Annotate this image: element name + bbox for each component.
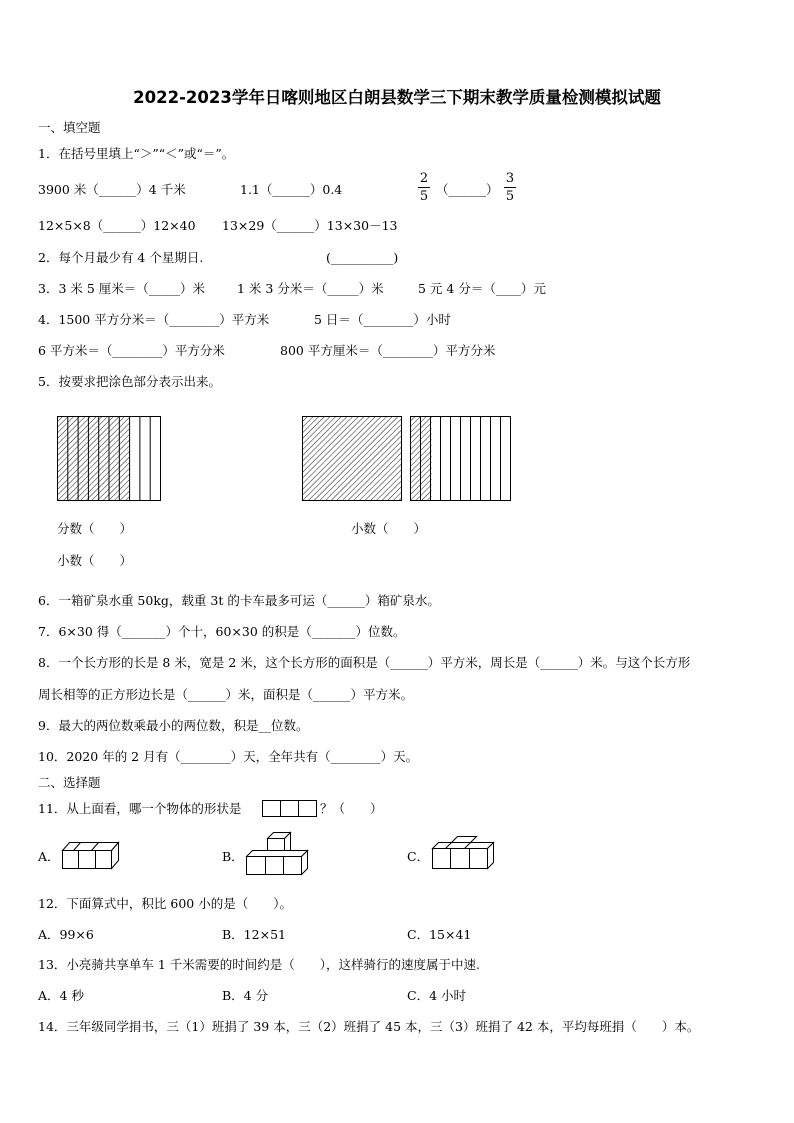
q11-stem: 11．从上面看，哪一个物体的形状是 bbox=[38, 801, 242, 816]
q5-left-decimal: 小数（ ） bbox=[57, 553, 133, 568]
q8-line2: 周长相等的正方形边长是（______）米，面积是（______）平方米。 bbox=[38, 687, 414, 702]
q10: 10．2020 年的 2 月有（________）天，全年共有（________）天。 bbox=[38, 749, 419, 764]
q11-option-c-cubes-icon bbox=[432, 836, 496, 872]
q1-c-left-fraction bbox=[416, 171, 432, 204]
q12-option-c: C．15×41 bbox=[407, 927, 472, 942]
q7: 7．6×30 得（_______）个十，60×30 的积是（_______）位数。 bbox=[38, 624, 406, 639]
section-choice: 二、选择题 bbox=[38, 775, 101, 790]
section-fill-in: 一、填空题 bbox=[38, 120, 101, 135]
q5-right-decimal: 小数（ ） bbox=[351, 521, 427, 536]
fraction-numerator: 2 bbox=[419, 171, 429, 186]
q1-stem: 1．在括号里填上“＞”“＜”或“＝”。 bbox=[38, 146, 235, 161]
q4-b: 5 日＝（________）小时 bbox=[314, 312, 451, 327]
q2-stem: 2．每个月最少有 4 个星期日. bbox=[38, 250, 204, 265]
q2-blank: (__________) bbox=[326, 250, 399, 265]
q1-c-blank: （______） bbox=[436, 182, 499, 197]
q11-option-b-cubes-icon bbox=[246, 832, 310, 878]
q13-stem: 13．小亮骑共享单车 1 千米需要的时间约是（ ），这样骑行的速度属于中速. bbox=[38, 957, 481, 972]
q11-option-b-label: B． bbox=[222, 849, 244, 864]
q8-line1: 8．一个长方形的长是 8 米，宽是 2 米，这个长方形的面积是（______）平方米，周长是（______）米。与这个长方形 bbox=[38, 655, 691, 670]
q12-option-a: A．99×6 bbox=[38, 927, 94, 942]
q13-option-b: B．4 分 bbox=[222, 988, 269, 1003]
fraction-bar bbox=[504, 187, 516, 188]
q4-a: 4．1500 平方分米＝（________）平方米 bbox=[38, 312, 270, 327]
q11-option-a-cubes-icon bbox=[62, 836, 122, 872]
q9: 9．最大的两位数乘最小的两位数，积是__位数。 bbox=[38, 718, 309, 733]
q1-e: 13×29（______）13×30－13 bbox=[222, 218, 398, 233]
q1-a: 3900 米（______）4 千米 bbox=[38, 182, 186, 197]
q11-stem-end: ？（ ） bbox=[320, 801, 383, 816]
q12-stem: 12．下面算式中，积比 600 小的是（ ）。 bbox=[38, 896, 292, 911]
q11-top-view-shape bbox=[262, 800, 320, 818]
q14: 14．三年级同学捐书，三（1）班捐了 39 本，三（2）班捐了 45 本，三（3）班捐了 42 本，平均每班捐（ ）本。 bbox=[38, 1019, 700, 1034]
q1-c-right-fraction bbox=[502, 171, 518, 204]
q13-option-a: A．4 秒 bbox=[38, 988, 84, 1003]
q5-left-fraction: 分数（ ） bbox=[57, 521, 133, 536]
q5-stem: 5．按要求把涂色部分表示出来。 bbox=[38, 374, 221, 389]
page-title: 2022-2023学年日喀则地区白朗县数学三下期末教学质量检测模拟试题 bbox=[133, 88, 661, 107]
fraction-denominator: 5 bbox=[419, 189, 429, 204]
q1-d: 12×5×8（______）12×40 bbox=[38, 218, 196, 233]
q5-right-figure bbox=[302, 416, 514, 502]
fraction-denominator: 5 bbox=[505, 189, 515, 204]
fraction-numerator: 3 bbox=[505, 171, 515, 186]
q3-a: 3．3 米 5 厘米＝（_____）米 bbox=[38, 281, 206, 296]
q4-c: 6 平方米＝（________）平方分米 bbox=[38, 343, 225, 358]
fraction-bar bbox=[418, 187, 430, 188]
q5-left-figure bbox=[57, 416, 163, 502]
q11-option-a-label: A． bbox=[38, 849, 60, 864]
q6: 6．一箱矿泉水重 50kg，载重 3t 的卡车最多可运（______）箱矿泉水。 bbox=[38, 593, 440, 608]
q1-b: 1.1（______）0.4 bbox=[240, 182, 343, 197]
q3-b: 1 米 3 分米＝（_____）米 bbox=[237, 281, 384, 296]
q3-c: 5 元 4 分＝（____）元 bbox=[418, 281, 546, 296]
q11-option-c-label: C． bbox=[407, 849, 430, 864]
q4-d: 800 平方厘米＝（________）平方分米 bbox=[280, 343, 496, 358]
q12-option-b: B．12×51 bbox=[222, 927, 286, 942]
q13-option-c: C．4 小时 bbox=[407, 988, 466, 1003]
